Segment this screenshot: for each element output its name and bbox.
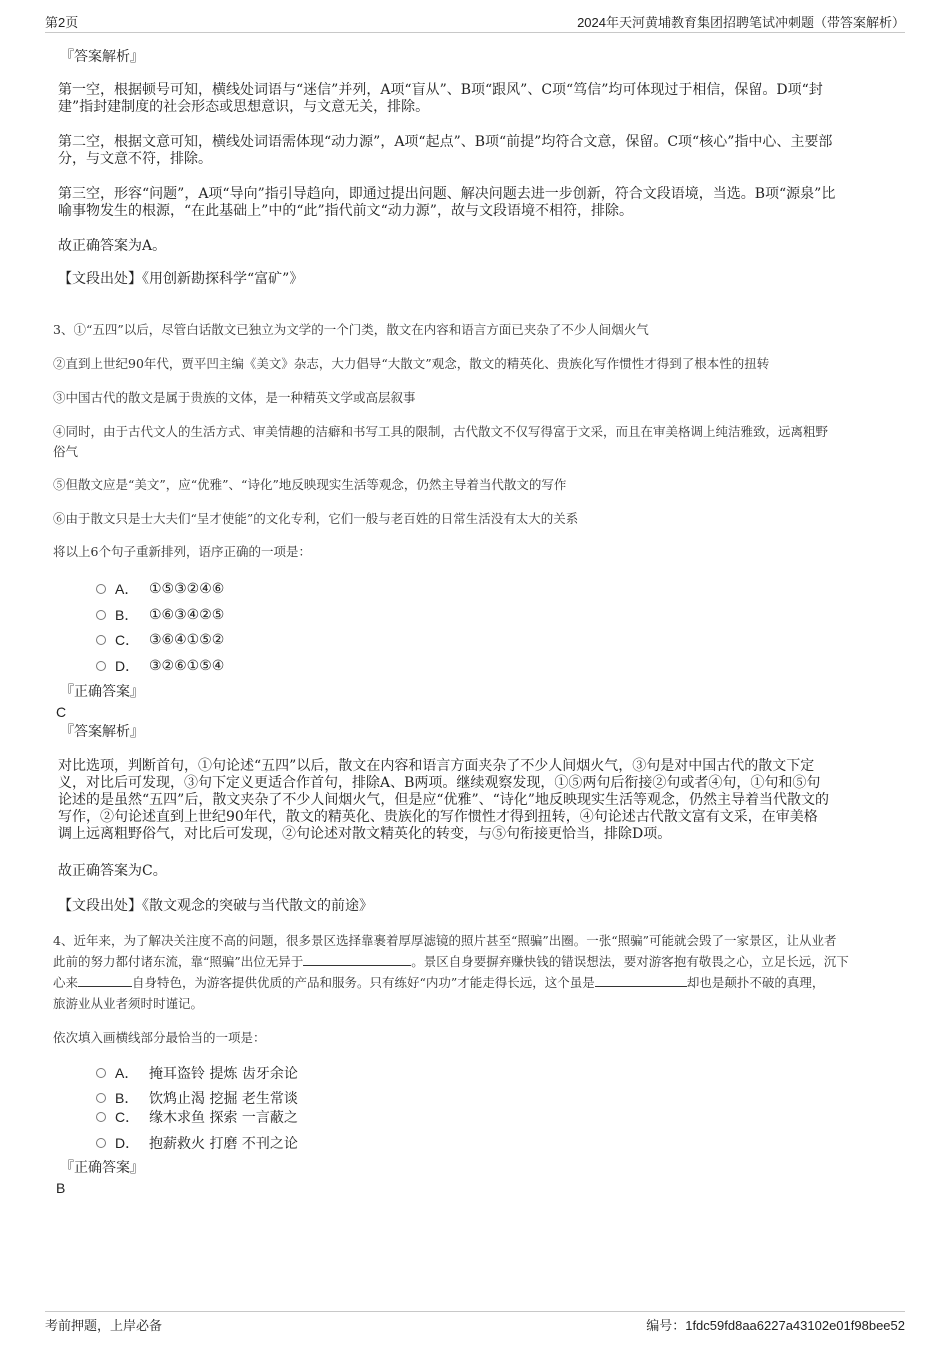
q3-analysis-line1: 对比选项，判断首句，①句论述“五四”以后，散文在内容和语言方面夹杂了不少人间烟火气，③句是对中国古代的散文下定 — [58, 758, 815, 774]
q2-para3-line2: 喻事物发生的根源，“在此基础上”中的“此”指代前文“动力源”，故与文段语境不相符，排除。 — [58, 203, 633, 219]
page-number: 第2页 — [45, 15, 79, 30]
q4-answer-title: 『正确答案』 — [60, 1160, 144, 1176]
document-title: 2024年天河黄埔教育集团招聘笔试冲刺题（带答案解析） — [577, 15, 905, 30]
radio-icon[interactable] — [96, 661, 106, 671]
q3-option-c[interactable] — [96, 630, 224, 650]
q3-sentence-3: ③中国古代的散文是属于贵族的文体，是一种精英文学或高层叙事 — [53, 390, 416, 405]
q4-answer: B — [56, 1180, 66, 1196]
q2-para3-line1: 第三空，形容“问题”，A项“导向”指引导趋向，即通过提出问题、解决问题去进一步创新，符合文段语境，当选。B项“源泉”比 — [58, 186, 836, 202]
option-text: ①⑤③②④⑥ — [149, 581, 225, 597]
q4-option-c[interactable] — [96, 1107, 298, 1127]
q4-prompt: 依次填入画横线部分最恰当的一项是： — [53, 1030, 266, 1045]
q3-sentence-4-line2: 俗气 — [53, 444, 79, 459]
q4-stem-line1: 4、近年来，为了解决关注度不高的问题，很多景区选择靠裹着厚厚滤镜的照片甚至“照骗”出圈。一张“照骗”可能就会毁了一家景区，让从业者 — [53, 933, 837, 948]
footer-id — [646, 1315, 905, 1334]
q2-conclusion: 故正确答案为A。 — [58, 238, 167, 254]
q4-stem-text: 心来 — [53, 975, 79, 990]
option-text: 缘木求鱼 探索 一言蔽之 — [149, 1110, 298, 1126]
q4-stem-line2 — [53, 951, 849, 972]
q3-analysis-line4: 写作，②句论述直到上世纪90年代，散文的精英化、贵族化的写作惯性才得到扭转，④句论述古代散文富有文采，在审美格 — [58, 809, 818, 825]
radio-icon[interactable] — [96, 1093, 106, 1103]
q2-para1-line1: 第一空，根据顿号可知，横线处词语与“迷信”并列，A项“盲从”、B项“跟风”、C项“笃信”均可体现过于相信，保留。D项“封 — [58, 82, 823, 98]
q4-stem-line4: 旅游业从业者须时时谨记。 — [53, 996, 204, 1011]
header-divider — [45, 32, 905, 33]
radio-icon[interactable] — [96, 610, 106, 620]
option-label: D． — [115, 658, 140, 674]
q2-source: 【文段出处】《用创新勘探科学“富矿”》 — [58, 271, 304, 287]
q4-stem-text: 。景区自身要摒弃赚快钱的错误想法，要对游客抱有敬畏之心，立足长远，沉下 — [411, 954, 849, 969]
q2-analysis-title: 『答案解析』 — [60, 49, 144, 65]
option-label: C． — [115, 1109, 140, 1125]
option-text: 掩耳盗铃 提炼 齿牙余论 — [149, 1066, 298, 1082]
answer-blank-1[interactable] — [303, 953, 411, 966]
option-label: B． — [115, 607, 139, 623]
q3-analysis-line3: 论述的是虽然“五四”后，散文夹杂了不少人间烟火气，但是应“优雅”、“诗化”地反映现实生活等观念，仍然主导着当代散文的 — [58, 792, 829, 808]
option-label: C． — [115, 632, 140, 648]
q4-stem-text: 此前的努力都付诸东流，靠“照骗”出位无异于 — [53, 954, 304, 969]
radio-icon[interactable] — [96, 584, 106, 594]
footer-divider — [45, 1311, 905, 1312]
q2-para2-line2: 分，与文意不符，排除。 — [58, 151, 212, 167]
option-label: A． — [115, 581, 139, 597]
q3-analysis-line5: 调上远离粗野俗气，对比后可发现，②句论述对散文精英化的转变，与⑤句衔接更恰当，排除D项。 — [58, 826, 672, 842]
option-text: 抱薪救火 打磨 不刊之论 — [149, 1136, 298, 1152]
q4-option-d[interactable] — [96, 1133, 298, 1153]
q3-analysis-line2: 义，对比后可发现，③句下定义更适合作首句，排除A、B两项。继续观察发现，①⑤两句后衔接②句或者④句，①句和⑤句 — [58, 775, 821, 791]
q3-sentence-5: ⑤但散文应是“美文”，应“优雅”、“诗化”地反映现实生活等观念，仍然主导着当代散文的写作 — [53, 477, 567, 492]
q3-prompt: 将以上6个句子重新排列，语序正确的一项是： — [53, 544, 311, 559]
q3-option-b[interactable] — [96, 605, 224, 625]
q3-conclusion: 故正确答案为C。 — [58, 863, 167, 879]
option-label: D． — [115, 1135, 140, 1151]
q3-answer: C — [56, 704, 67, 720]
option-label: B． — [115, 1090, 139, 1106]
q4-stem-line3 — [53, 972, 824, 993]
answer-blank-3[interactable] — [595, 974, 687, 987]
q4-option-a[interactable] — [96, 1063, 298, 1083]
q2-para1-line2: 建”指封建制度的社会形态或思想意识，与文意无关，排除。 — [58, 99, 430, 115]
q2-para2-line1: 第二空，根据文意可知，横线处词语需体现“动力源”，A项“起点”、B项“前提”均符合文意，保留。C项“核心”指中心、主要部 — [58, 134, 833, 150]
q4-option-b[interactable] — [96, 1088, 298, 1108]
q3-answer-title: 『正确答案』 — [60, 684, 144, 700]
radio-icon[interactable] — [96, 1112, 106, 1122]
option-text: ③⑥④①⑤② — [149, 632, 225, 648]
radio-icon[interactable] — [96, 635, 106, 645]
q3-option-d[interactable] — [96, 656, 224, 676]
radio-icon[interactable] — [96, 1068, 106, 1078]
q3-sentence-6: ⑥由于散文只是士大夫们“呈才使能”的文化专利，它们一般与老百姓的日常生活没有太大的关系 — [53, 511, 579, 526]
q4-stem-text: 却也是颠扑不破的真理， — [686, 975, 825, 990]
q3-sentence-1: 3、①“五四”以后，尽管白话散文已独立为文学的一个门类，散文在内容和语言方面已夹杂了不少人间烟火气 — [53, 322, 649, 337]
option-text: ③②⑥①⑤④ — [149, 658, 225, 674]
footer-slogan: 考前押题，上岸必备 — [45, 1318, 163, 1333]
radio-icon[interactable] — [96, 1138, 106, 1148]
footer-id-code: 1fdc59fd8aa6227a43102e01f98bee52 — [685, 1318, 905, 1333]
q3-sentence-2: ②直到上世纪90年代，贾平凹主编《美文》杂志，大力倡导“大散文”观念，散文的精英化、贵族化写作惯性才得到了根本性的扭转 — [53, 356, 770, 371]
q4-stem-text: 自身特色，为游客提供优质的产品和服务。只有练好“内功”才能走得长远，这个虽是 — [132, 975, 595, 990]
q3-option-a[interactable] — [96, 579, 224, 599]
q3-analysis-title: 『答案解析』 — [60, 724, 144, 740]
option-text: 饮鸩止渴 挖掘 老生常谈 — [149, 1091, 298, 1107]
option-text: ①⑥③④②⑤ — [149, 607, 225, 623]
answer-blank-2[interactable] — [78, 974, 132, 987]
option-label: A． — [115, 1065, 139, 1081]
q3-sentence-4-line1: ④同时，由于古代文人的生活方式、审美情趣的洁癖和书写工具的限制，古代散文不仅写得富于文采，而且在审美格调上纯洁雅致，远离粗野 — [53, 424, 829, 439]
q3-source: 【文段出处】《散文观念的突破与当代散文的前途》 — [58, 898, 373, 914]
footer-id-label: 编号： — [646, 1318, 686, 1333]
